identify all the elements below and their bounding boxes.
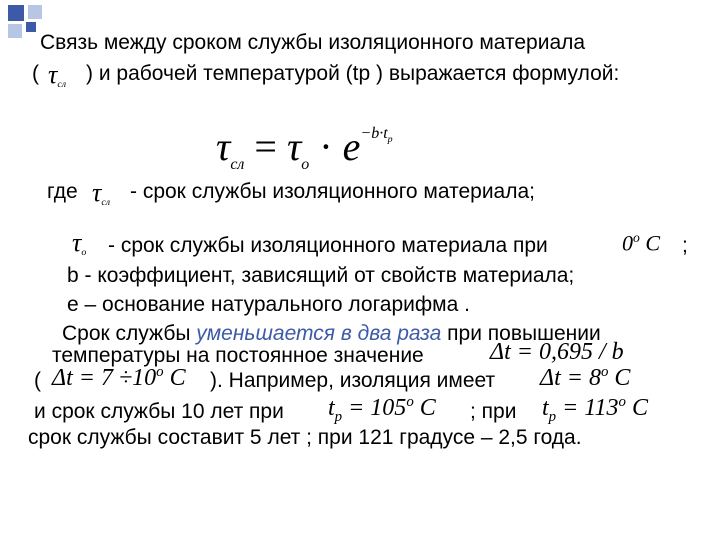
decor-square-4 (26, 22, 36, 32)
formula-delta-7-10: $\Delta t = 7 \div 10^o$ C (52, 364, 186, 391)
tau-sl-where: $\tau_{сл}$ (92, 178, 111, 209)
where-line-2: - срок службы изоляционного материала при (108, 234, 548, 257)
temp-0c: 0$^o$ C (622, 230, 660, 256)
decor-square-3 (8, 24, 22, 38)
main-formula: $\tau_{сл} = \tau_о \cdot e^{-b\cdot t_p}$ (216, 124, 393, 173)
formula-delta-8: $\Delta t = 8^o$ C (540, 364, 631, 391)
para2-line-3: ). Например, изоляция имеет (210, 369, 496, 392)
formula-tp-105: $t_p = 105^o$ C (328, 394, 436, 425)
para2-line-4b: ; при (470, 400, 517, 423)
para2-line-1: Срок службы уменьшается в два раза при повышении (62, 322, 601, 345)
highlight-phrase: уменьшается в два раза (196, 322, 442, 345)
intro-line-2: ) и рабочей температурой (tp ) выражается формулой: (86, 62, 620, 85)
intro-line-2-open-paren: ( (32, 62, 39, 85)
para2-line-5: срок службы составит 5 лет ; при 121 градусе – 2,5 года. (28, 426, 582, 449)
para2-line-3-open-paren: ( (34, 369, 41, 392)
where-line-1: - срок службы изоляционного материала; (130, 180, 535, 203)
where-line-4: e – основание натурального логарифма . (67, 293, 470, 316)
semicolon: ; (682, 234, 688, 257)
decor-square-1 (8, 5, 24, 21)
decor-square-2 (28, 5, 42, 19)
tau-sl-symbol: $\tau_{сл}$ (48, 60, 67, 91)
where-line-3: b - коэффициент, зависящий от свойств материала; (67, 264, 575, 287)
formula-tp-113: $t_p = 113^o$ C (542, 394, 648, 425)
formula-delta-0695: Δt = 0,695 / b (490, 339, 624, 365)
para2-line-4: и срок службы 10 лет при (34, 400, 284, 423)
tau-o-where: $\tau_о$ (72, 228, 87, 259)
para2-line-2: температуры на постоянное значение (52, 344, 424, 367)
intro-line-1: Связь между сроком службы изоляционного материала (40, 31, 586, 54)
where-label: где (47, 180, 78, 203)
